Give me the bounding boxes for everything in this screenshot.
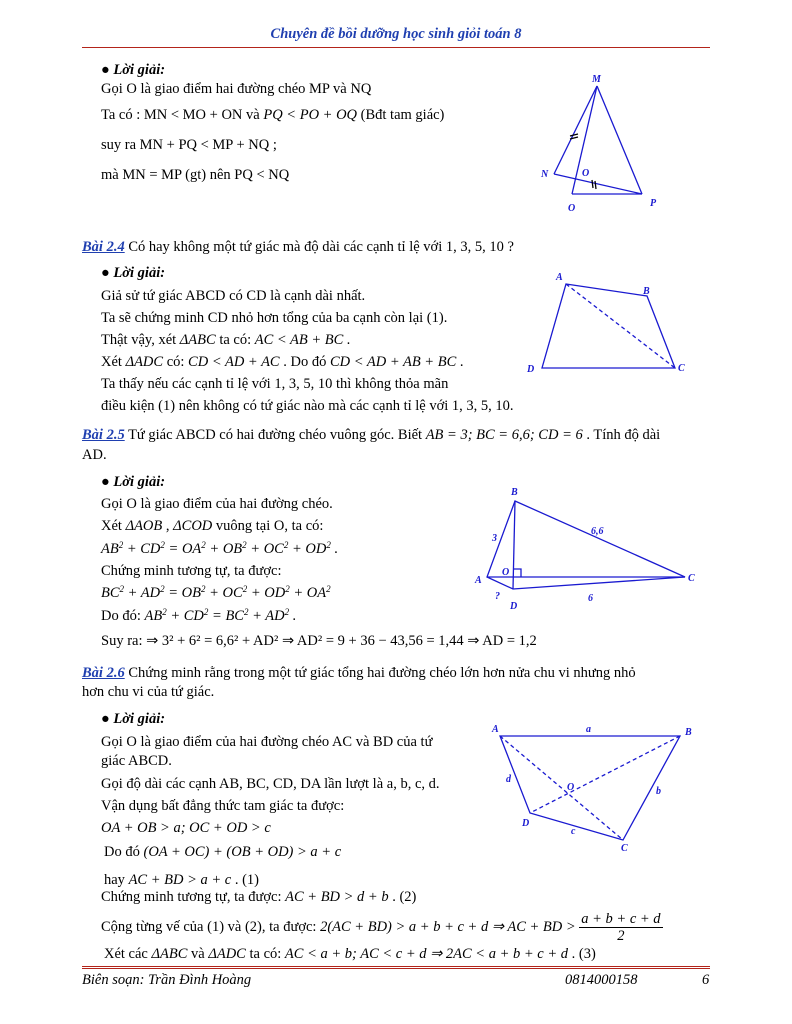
math: AC + BD > d + b xyxy=(285,889,389,905)
side-label-a: a xyxy=(586,724,591,735)
side-label-d: d xyxy=(506,774,511,785)
text: . xyxy=(456,354,464,370)
text-line xyxy=(101,331,351,349)
text: Ta có : MN < MO + ON và xyxy=(101,107,264,123)
text-line xyxy=(101,632,537,650)
text: . (3) xyxy=(568,946,596,962)
point-label-o: O xyxy=(582,168,590,179)
text-line xyxy=(101,353,464,371)
text: Xét xyxy=(101,518,126,534)
text-line xyxy=(101,607,296,625)
text-line: Ta thấy nếu các cạnh tỉ lệ với 1, 3, 5, 10 thì không thỏa mãn xyxy=(101,376,449,392)
figure-abcd-2-4 xyxy=(522,268,697,378)
text-line xyxy=(101,106,444,124)
math: ΔAOB xyxy=(125,518,163,534)
exercise-2-6-question xyxy=(82,664,636,682)
equation: OA + OB > a; OC + OD > c xyxy=(101,820,271,836)
math: AC < AB + BC . xyxy=(254,332,351,348)
exercise-2-4-question xyxy=(82,238,514,256)
point-label-a: A xyxy=(475,575,482,586)
point-label-n: N xyxy=(541,169,549,180)
math: ΔADC xyxy=(125,354,164,370)
point-label-b: B xyxy=(643,286,650,297)
math: AC < a + b; AC < c + d ⇒ 2AC < a + b + c + d xyxy=(284,946,568,962)
text: Tứ giác ABCD có hai đường chéo vuông góc. Biết xyxy=(124,427,426,443)
header-rule xyxy=(82,47,710,48)
text: . (2) xyxy=(388,889,417,905)
math: CD < AD + AC xyxy=(188,354,280,370)
text-line: mà MN = MP (gt) nên PQ < NQ xyxy=(101,167,290,183)
text-line: Gọi O là giao điểm hai đường chéo MP và NQ xyxy=(101,81,372,97)
footer-rule xyxy=(82,966,710,969)
point-label-d: D xyxy=(527,364,535,375)
text-line xyxy=(104,871,259,889)
math: AB = 3; BC = 6,6; CD = 6 xyxy=(425,427,583,443)
solution-heading: ● Lời giải: xyxy=(101,474,166,490)
math: ΔCOD xyxy=(173,518,213,534)
text: Do đó xyxy=(104,844,144,860)
exercise-2-5-question xyxy=(82,426,660,444)
figure-abcd-2-5 xyxy=(470,485,705,615)
text-line: Vận dụng bất đẳng thức tam giác ta được: xyxy=(101,798,345,814)
math: 2(AC + BD) > a + b + c + d ⇒ AC + BD > xyxy=(320,919,576,935)
equation: $AB^2 + CD^2 = OA^2 + OB^2 + OC^2 + OD^2$ . xyxy=(101,540,339,557)
text-line: giác ABCD. xyxy=(101,753,172,769)
text-line: Giả sử tứ giác ABCD có CD là cạnh dài nhất. xyxy=(101,288,366,304)
figure-mnpq xyxy=(530,70,670,215)
footer-author: Biên soạn: Trần Đình Hoàng xyxy=(82,972,252,988)
footer-phone: 0814000158 xyxy=(565,972,638,988)
text: Chứng minh tương tự, ta được: xyxy=(101,889,286,905)
text: . Tính độ dài xyxy=(582,427,661,443)
page-number: 6 xyxy=(702,972,710,988)
fraction xyxy=(579,911,662,944)
math: AC + BD > a + c xyxy=(128,872,232,888)
text: Có hay không một tứ giác mà độ dài các cạnh tỉ lệ với 1, 3, 5, 10 ? xyxy=(124,239,514,255)
text: Suy ra: xyxy=(101,633,147,649)
point-label-b: B xyxy=(511,487,518,498)
point-label-o: O xyxy=(568,203,576,214)
side-label-bc: 6,6 xyxy=(591,526,604,537)
exercise-label: Bài 2.4 xyxy=(82,239,125,255)
exercise-label: Bài 2.6 xyxy=(82,665,125,681)
text: Cộng từng vế của (1) và (2), ta được: xyxy=(101,919,321,935)
text: và xyxy=(187,946,209,962)
math: ΔABC xyxy=(179,332,216,348)
point-label-d: D xyxy=(510,601,518,612)
math: $AB^2 + CD^2 = BC^2 + AD^2$ . xyxy=(144,607,297,624)
point-label-p: P xyxy=(650,198,657,209)
text: (Bđt tam giác) xyxy=(357,107,445,123)
point-label-m: M xyxy=(592,74,601,85)
fraction-numerator: a + b + c + d xyxy=(581,911,661,928)
text: có: xyxy=(163,354,189,370)
text-line: Ta sẽ chứng minh CD nhỏ hơn tổng của ba cạnh còn lại (1). xyxy=(101,310,448,326)
text-line: AD. xyxy=(82,447,107,463)
text-line xyxy=(104,945,596,963)
solution-heading: ● Lời giải: xyxy=(101,265,166,281)
math: ΔADC xyxy=(208,946,246,962)
text-line: hơn chu vi của tứ giác. xyxy=(82,684,215,700)
text: ta có: xyxy=(245,946,285,962)
text: vuông tại O, ta có: xyxy=(212,518,324,534)
text-line xyxy=(101,910,663,944)
point-label-a: A xyxy=(492,724,499,735)
solution-heading: ● Lời giải: xyxy=(101,62,166,78)
point-label-o: O xyxy=(567,782,575,793)
point-label-o: O xyxy=(502,567,510,578)
text-line: Chứng minh tương tự, ta được: xyxy=(101,563,282,579)
text-line: điều kiện (1) nên không có tứ giác nào mà các cạnh tỉ lệ với 1, 3, 5, 10. xyxy=(101,398,514,414)
side-label-ab: 3 xyxy=(492,533,497,544)
side-label-ad: ? xyxy=(495,591,500,602)
text: ta có: xyxy=(215,332,255,348)
equation: $BC^2 + AD^2 = OB^2 + OC^2 + OD^2 + OA^2$ xyxy=(101,584,331,601)
math: ⇒ 3² + 6² = 6,6² + AD² ⇒ AD² = 9 + 36 − 43,56 = 1,44 ⇒ AD = 1,2 xyxy=(146,633,537,649)
text-line xyxy=(104,843,341,861)
point-label-b: B xyxy=(685,727,692,738)
side-label-c: c xyxy=(571,826,576,837)
side-label-cd: 6 xyxy=(588,593,593,604)
text: . (1) xyxy=(231,872,260,888)
text-line: Gọi độ dài các cạnh AB, BC, CD, DA lần lượt là a, b, c, d. xyxy=(101,776,440,792)
text: Xét các xyxy=(104,946,152,962)
exercise-label: Bài 2.5 xyxy=(82,427,125,443)
solution-heading: ● Lời giải: xyxy=(101,711,166,727)
figure-abcd-2-6 xyxy=(488,718,703,858)
text-line: Gọi O là giao điểm của hai đường chéo. xyxy=(101,496,333,512)
text: Xét xyxy=(101,354,126,370)
page-header-title: Chuyên đề bồi dưỡng học sinh giỏi toán 8 xyxy=(270,26,522,42)
text-line xyxy=(101,888,416,906)
text: Do đó: xyxy=(101,608,145,624)
text-line: suy ra MN + PQ < MP + NQ ; xyxy=(101,137,277,153)
math: ΔABC xyxy=(151,946,188,962)
text-line xyxy=(101,517,323,535)
text: Thật vậy, xét xyxy=(101,332,180,348)
point-label-c: C xyxy=(688,573,695,584)
point-label-a: A xyxy=(556,272,563,283)
math: (OA + OC) + (OB + OD) > a + c xyxy=(143,844,342,860)
text: Chứng minh rằng trong một tứ giác tổng hai đường chéo lớn hơn nửa chu vi nhưng nhỏ xyxy=(124,665,636,681)
side-label-b: b xyxy=(656,786,661,797)
text: hay xyxy=(104,872,129,888)
math: CD < AD + AB + BC xyxy=(329,354,457,370)
math: PQ < PO + OQ xyxy=(263,107,358,123)
text: . Do đó xyxy=(279,354,330,370)
point-label-c: C xyxy=(621,843,628,854)
text-line: Gọi O là giao điểm của hai đường chéo AC và BD của tứ xyxy=(101,734,433,750)
point-label-c: C xyxy=(678,363,685,374)
text: , xyxy=(162,518,174,534)
fraction-denominator: 2 xyxy=(617,928,625,945)
point-label-d: D xyxy=(522,818,530,829)
